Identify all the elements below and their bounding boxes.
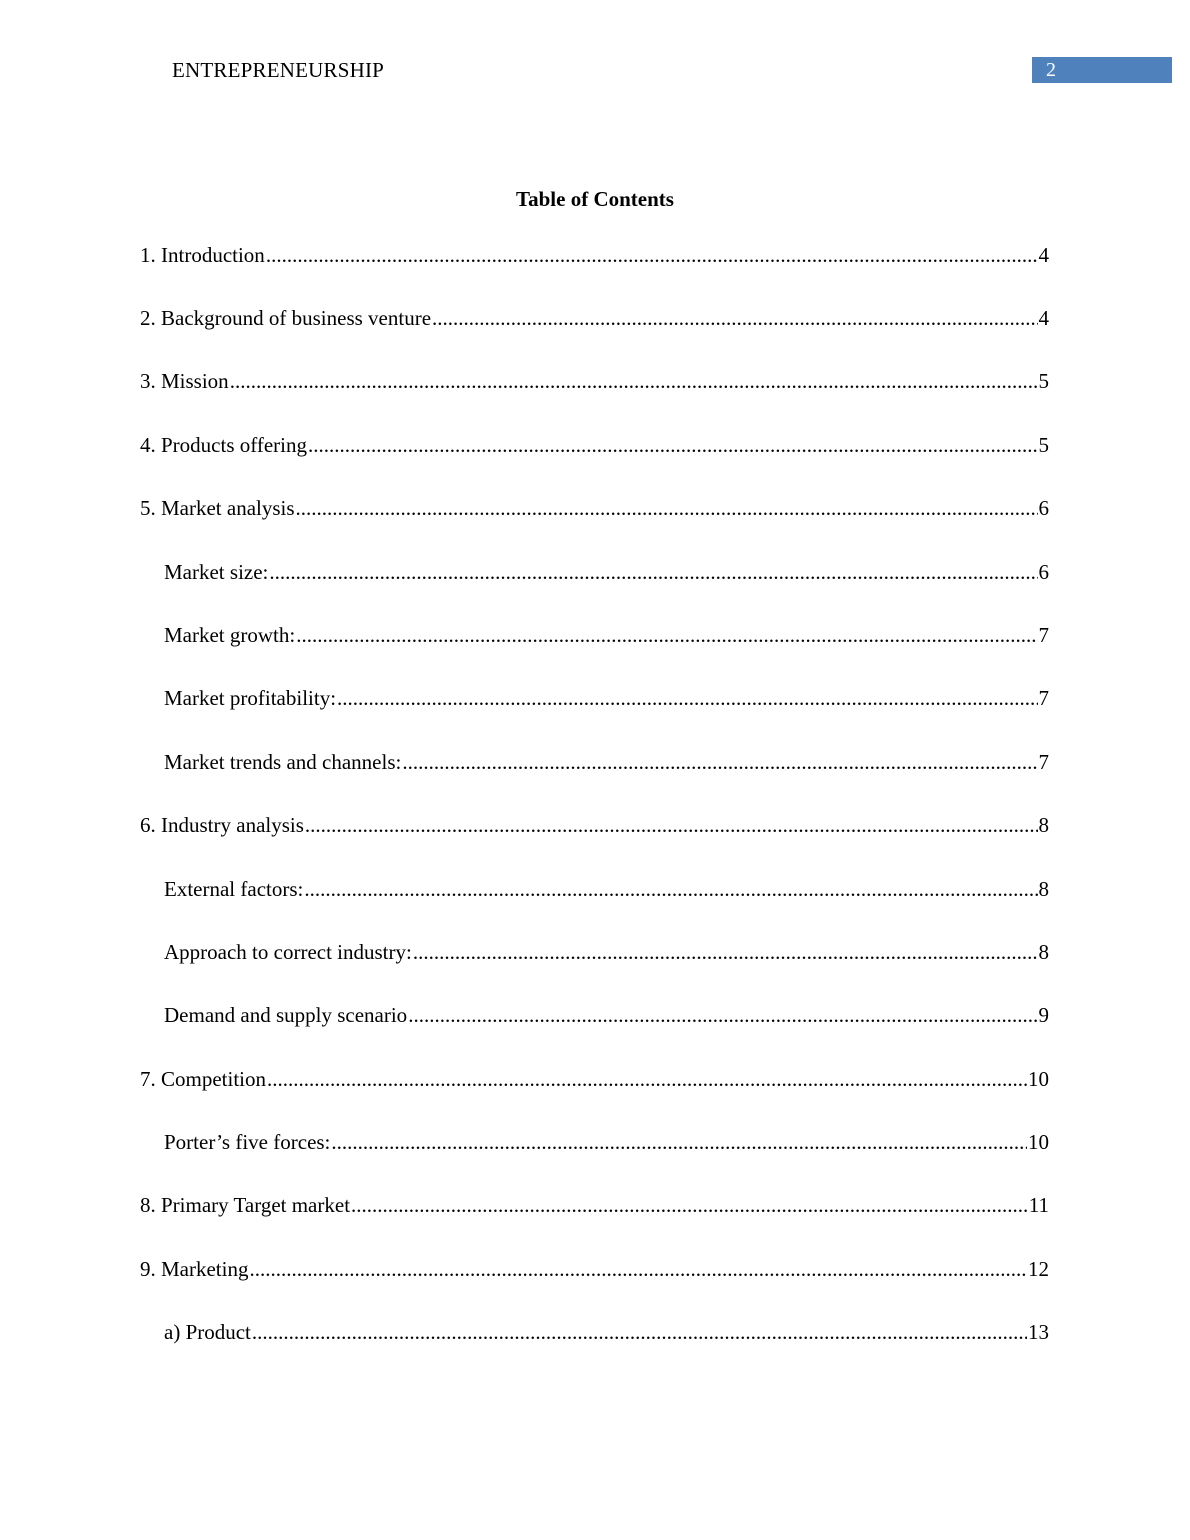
toc-dot-leader [337,685,1037,711]
toc-entry-background[interactable] [140,305,1049,331]
toc-entry-page: 9 [1038,1003,1049,1027]
toc-entry-competition[interactable] [140,1066,1049,1092]
toc-entry-label: 2. Background of business venture [140,306,432,330]
toc-entry-approach-industry[interactable] [164,939,1049,965]
toc-dot-leader [296,622,1037,648]
toc-entry-page: 7 [1038,686,1049,710]
toc-entry-market-trends[interactable] [164,749,1049,775]
toc-entry-porters-five-forces[interactable] [164,1129,1049,1155]
toc-entry-label: 9. Marketing [140,1257,249,1281]
toc-entry-page: 4 [1038,243,1049,267]
toc-entry-label: 3. Mission [140,369,229,393]
toc-entry-product[interactable] [164,1319,1049,1345]
toc-entry-page: 8 [1038,877,1049,901]
toc-entry-label: a) Product [164,1320,251,1344]
toc-entry-page: 7 [1038,623,1049,647]
toc-dot-leader [296,495,1038,521]
toc-dot-leader [351,1192,1028,1218]
toc-entry-industry-analysis[interactable] [140,812,1049,838]
toc-entry-page: 13 [1028,1320,1049,1344]
toc-dot-leader [266,242,1038,268]
toc-entry-label: Approach to correct industry: [164,940,412,964]
toc-entry-page: 6 [1038,560,1049,584]
toc-entry-page: 5 [1038,433,1049,457]
toc-entry-label: Market profitability: [164,686,337,710]
toc-dot-leader [331,1129,1027,1155]
toc-dot-leader [230,368,1038,394]
toc-entry-label: 7. Competition [140,1067,266,1091]
toc-dot-leader [305,812,1038,838]
toc-entry-page: 4 [1038,306,1049,330]
toc-entry-label: Market trends and channels: [164,750,402,774]
toc-entry-page: 12 [1028,1257,1049,1281]
toc-entry-label: 6. Industry analysis [140,813,304,837]
toc-entry-market-analysis[interactable] [140,495,1049,521]
toc-entry-label: 4. Products offering [140,433,308,457]
toc-entry-external-factors[interactable] [164,876,1049,902]
toc-entry-label: Market growth: [164,623,296,647]
toc-dot-leader [252,1319,1027,1345]
toc-dot-leader [413,939,1038,965]
toc-entry-page: 6 [1038,496,1049,520]
toc-entry-page: 11 [1028,1193,1049,1217]
toc-entry-label: External factors: [164,877,304,901]
toc-dot-leader [402,749,1037,775]
toc-entry-label: Market size: [164,560,269,584]
toc-entry-market-size[interactable] [164,559,1049,585]
toc-entry-page: 7 [1038,750,1049,774]
toc-title: Table of Contents [516,187,674,211]
toc-entry-page: 10 [1028,1130,1049,1154]
toc-entry-mission[interactable] [140,368,1049,394]
toc-entry-introduction[interactable] [140,242,1049,268]
toc-dot-leader [432,305,1037,331]
toc-entry-label: 8. Primary Target market [140,1193,351,1217]
toc-entry-label: 1. Introduction [140,243,265,267]
toc-entry-products-offering[interactable] [140,432,1049,458]
toc-entry-label: Porter’s five forces: [164,1130,331,1154]
toc-entry-label: 5. Market analysis [140,496,295,520]
toc-entry-page: 8 [1038,940,1049,964]
toc-entry-page: 5 [1038,369,1049,393]
toc-entry-market-growth[interactable] [164,622,1049,648]
toc-dot-leader [267,1066,1027,1092]
toc-dot-leader [408,1002,1037,1028]
toc-entry-marketing[interactable] [140,1256,1049,1282]
toc-dot-leader [304,876,1037,902]
toc-entry-page: 8 [1038,813,1049,837]
page-number-badge: 2 [1032,57,1172,83]
toc-entry-page: 10 [1028,1067,1049,1091]
toc-entry-demand-supply[interactable] [164,1002,1049,1028]
toc-dot-leader [308,432,1037,458]
toc-dot-leader [249,1256,1027,1282]
toc-entry-primary-target-market[interactable] [140,1192,1049,1218]
toc-entry-label: Demand and supply scenario [164,1003,408,1027]
toc-dot-leader [269,559,1037,585]
running-header-title: ENTREPRENEURSHIP [172,58,385,82]
toc-entry-market-profitability[interactable] [164,685,1049,711]
